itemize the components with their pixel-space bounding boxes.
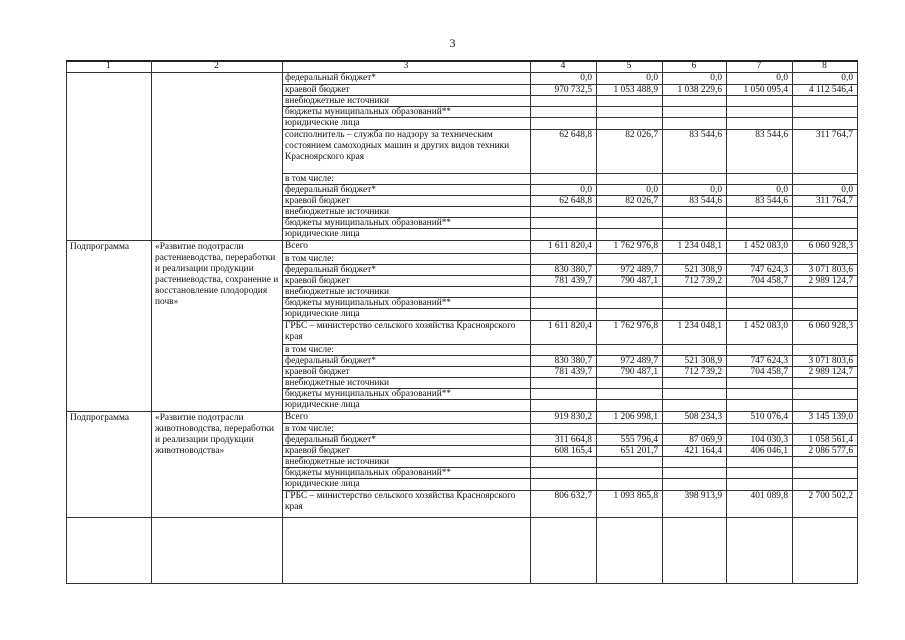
cell-value: 421 164,4 bbox=[684, 446, 722, 456]
row-label: федеральный бюджет* bbox=[285, 265, 376, 275]
cell-value: 398 913,9 bbox=[684, 491, 722, 501]
row-label: внебюджетные источники bbox=[285, 207, 390, 217]
cell-value: 0,0 bbox=[776, 73, 788, 83]
cell-value: 830 380,7 bbox=[554, 356, 592, 366]
cell-value: 4 112 546,4 bbox=[808, 85, 853, 95]
row-label: федеральный бюджет* bbox=[285, 185, 376, 195]
row-label: федеральный бюджет* bbox=[285, 73, 376, 83]
cell-value: 0,0 bbox=[841, 73, 853, 83]
row-label: ГРБС – министерство сельского хозяйства Красноярского края bbox=[285, 321, 516, 342]
cell-value: 972 489,7 bbox=[620, 356, 658, 366]
subprogram-name: «Развитие подотрасли растениеводства, переработки и реализации продукции растениеводства, сохранение и восстановление плодородия почв» bbox=[155, 242, 279, 307]
cell-value: 83 544,6 bbox=[755, 196, 788, 206]
cell-value: 1 611 820,4 bbox=[547, 241, 592, 251]
cell-value: 3 071 803,6 bbox=[808, 265, 853, 275]
cell-value: 790 487,1 bbox=[620, 367, 658, 377]
cell-value: 1 038 229,6 bbox=[677, 85, 722, 95]
subprogram-type: Подпрограмма bbox=[70, 413, 130, 423]
row-label: бюджеты муниципальных образований** bbox=[285, 468, 452, 478]
cell-value: 704 458,7 bbox=[750, 367, 788, 377]
cell-value: 1 452 083,0 bbox=[743, 321, 788, 331]
row-label: Всего bbox=[285, 412, 308, 422]
cell-value: 781 439,7 bbox=[554, 367, 592, 377]
cell-value: 6 060 928,3 bbox=[808, 241, 853, 251]
row-label: юридические лица bbox=[285, 400, 360, 410]
row-label: Всего bbox=[285, 241, 308, 251]
cell-value: 62 648,8 bbox=[559, 196, 592, 206]
cell-value: 0,0 bbox=[841, 185, 853, 195]
cell-value: 747 624,3 bbox=[750, 356, 788, 366]
row-label: краевой бюджет bbox=[285, 196, 350, 206]
cell-value: 790 487,1 bbox=[620, 276, 658, 286]
cell-value: 2 989 124,7 bbox=[808, 276, 853, 286]
cell-value: 83 544,6 bbox=[755, 130, 788, 140]
column-header-7: 7 bbox=[756, 61, 762, 71]
cell-value: 608 165,4 bbox=[554, 446, 592, 456]
budget-table bbox=[66, 60, 858, 584]
cell-value: 82 026,7 bbox=[625, 130, 658, 140]
cell-value: 712 739,2 bbox=[684, 367, 722, 377]
row-label: юридические лица bbox=[285, 309, 360, 319]
row-label: внебюджетные источники bbox=[285, 287, 390, 297]
cell-value: 104 030,3 bbox=[750, 435, 788, 445]
cell-value: 970 732,5 bbox=[554, 85, 592, 95]
cell-value: 555 796,4 bbox=[620, 435, 658, 445]
row-label: бюджеты муниципальных образований** bbox=[285, 389, 452, 399]
column-header-1: 1 bbox=[106, 61, 111, 71]
cell-value: 747 624,3 bbox=[750, 265, 788, 275]
cell-value: 0,0 bbox=[646, 73, 658, 83]
column-header-5: 5 bbox=[626, 61, 632, 71]
cell-value: 6 060 928,3 bbox=[808, 321, 853, 331]
row-label: федеральный бюджет* bbox=[285, 435, 376, 445]
cell-value: 62 648,8 bbox=[559, 130, 592, 140]
cell-value: 919 830,2 bbox=[554, 412, 592, 422]
row-label: в том числе: bbox=[285, 345, 334, 355]
cell-value: 311 764,7 bbox=[815, 130, 853, 140]
cell-value: 712 739,2 bbox=[684, 276, 722, 286]
cell-value: 781 439,7 bbox=[554, 276, 592, 286]
cell-value: 87 069,9 bbox=[689, 435, 722, 445]
cell-value: 1 762 976,8 bbox=[613, 321, 658, 331]
cell-value: 1 611 820,4 bbox=[547, 321, 592, 331]
cell-value: 2 989 124,7 bbox=[808, 367, 853, 377]
row-label: юридические лица bbox=[285, 229, 360, 239]
cell-value: 1 053 488,9 bbox=[613, 85, 658, 95]
row-label: федеральный бюджет* bbox=[285, 356, 376, 366]
cell-value: 1 093 865,8 bbox=[613, 491, 658, 501]
cell-value: 972 489,7 bbox=[620, 265, 658, 275]
cell-value: 0,0 bbox=[580, 185, 592, 195]
cell-value: 0,0 bbox=[646, 185, 658, 195]
cell-value: 508 234,3 bbox=[684, 412, 722, 422]
row-label: ГРБС – министерство сельского хозяйства Красноярского края bbox=[285, 491, 516, 512]
cell-value: 1 234 048,1 bbox=[677, 241, 722, 251]
cell-value: 651 201,7 bbox=[620, 446, 658, 456]
row-label: бюджеты муниципальных образований** bbox=[285, 218, 452, 228]
row-label: внебюджетные источники bbox=[285, 378, 390, 388]
cell-value: 1 058 561,4 bbox=[808, 435, 853, 445]
cell-value: 406 046,1 bbox=[750, 446, 788, 456]
cell-value: 704 458,7 bbox=[750, 276, 788, 286]
column-header-6: 6 bbox=[691, 61, 697, 71]
cell-value: 1 762 976,8 bbox=[613, 241, 658, 251]
column-header-2: 2 bbox=[214, 61, 219, 71]
row-label: краевой бюджет bbox=[285, 367, 350, 377]
cell-value: 311 764,7 bbox=[815, 196, 853, 206]
cell-value: 3 145 139,0 bbox=[808, 412, 853, 422]
cell-value: 806 632,7 bbox=[554, 491, 592, 501]
cell-value: 0,0 bbox=[710, 185, 722, 195]
cell-value: 1 206 998,1 bbox=[613, 412, 658, 422]
cell-value: 2 086 577,6 bbox=[808, 446, 853, 456]
cell-value: 83 544,6 bbox=[689, 130, 722, 140]
cell-value: 2 700 502,2 bbox=[808, 491, 853, 501]
cell-value: 1 050 095,4 bbox=[743, 85, 788, 95]
subprogram-name: «Развитие подотрасли животноводства, переработки и реализации продукции животноводства» bbox=[155, 413, 275, 456]
cell-value: 830 380,7 bbox=[554, 265, 592, 275]
cell-value: 401 089,8 bbox=[750, 491, 788, 501]
row-label: внебюджетные источники bbox=[285, 96, 390, 106]
row-label: краевой бюджет bbox=[285, 446, 350, 456]
row-label: бюджеты муниципальных образований** bbox=[285, 298, 452, 308]
subprogram-type: Подпрограмма bbox=[70, 242, 130, 252]
page-number: 3 bbox=[449, 36, 456, 50]
cell-value: 83 544,6 bbox=[689, 196, 722, 206]
row-label: в том числе: bbox=[285, 254, 334, 264]
cell-value: 3 071 803,6 bbox=[808, 356, 853, 366]
cell-value: 1 452 083,0 bbox=[743, 241, 788, 251]
cell-value: 311 664,8 bbox=[554, 435, 592, 445]
cell-value: 0,0 bbox=[580, 73, 592, 83]
row-label: в том числе: bbox=[285, 424, 334, 434]
cell-value: 82 026,7 bbox=[625, 196, 658, 206]
cell-value: 1 234 048,1 bbox=[677, 321, 722, 331]
row-label: краевой бюджет bbox=[285, 85, 350, 95]
cell-value: 510 076,4 bbox=[750, 412, 788, 422]
row-label: внебюджетные источники bbox=[285, 457, 390, 467]
cell-value: 0,0 bbox=[776, 185, 788, 195]
row-label: соисполнитель – служба по надзору за техническим состоянием самоходных машин и других видов техники Красноярского края bbox=[285, 130, 510, 162]
cell-value: 521 308,9 bbox=[684, 356, 722, 366]
row-label: юридические лица bbox=[285, 118, 360, 128]
column-header-8: 8 bbox=[822, 61, 827, 71]
row-label: бюджеты муниципальных образований** bbox=[285, 107, 452, 117]
row-label: юридические лица bbox=[285, 479, 360, 489]
row-label: краевой бюджет bbox=[285, 276, 350, 286]
column-header-3: 3 bbox=[403, 61, 409, 71]
cell-value: 521 308,9 bbox=[684, 265, 722, 275]
cell-value: 0,0 bbox=[710, 73, 722, 83]
column-header-4: 4 bbox=[560, 61, 566, 71]
row-label: в том числе: bbox=[285, 174, 334, 184]
